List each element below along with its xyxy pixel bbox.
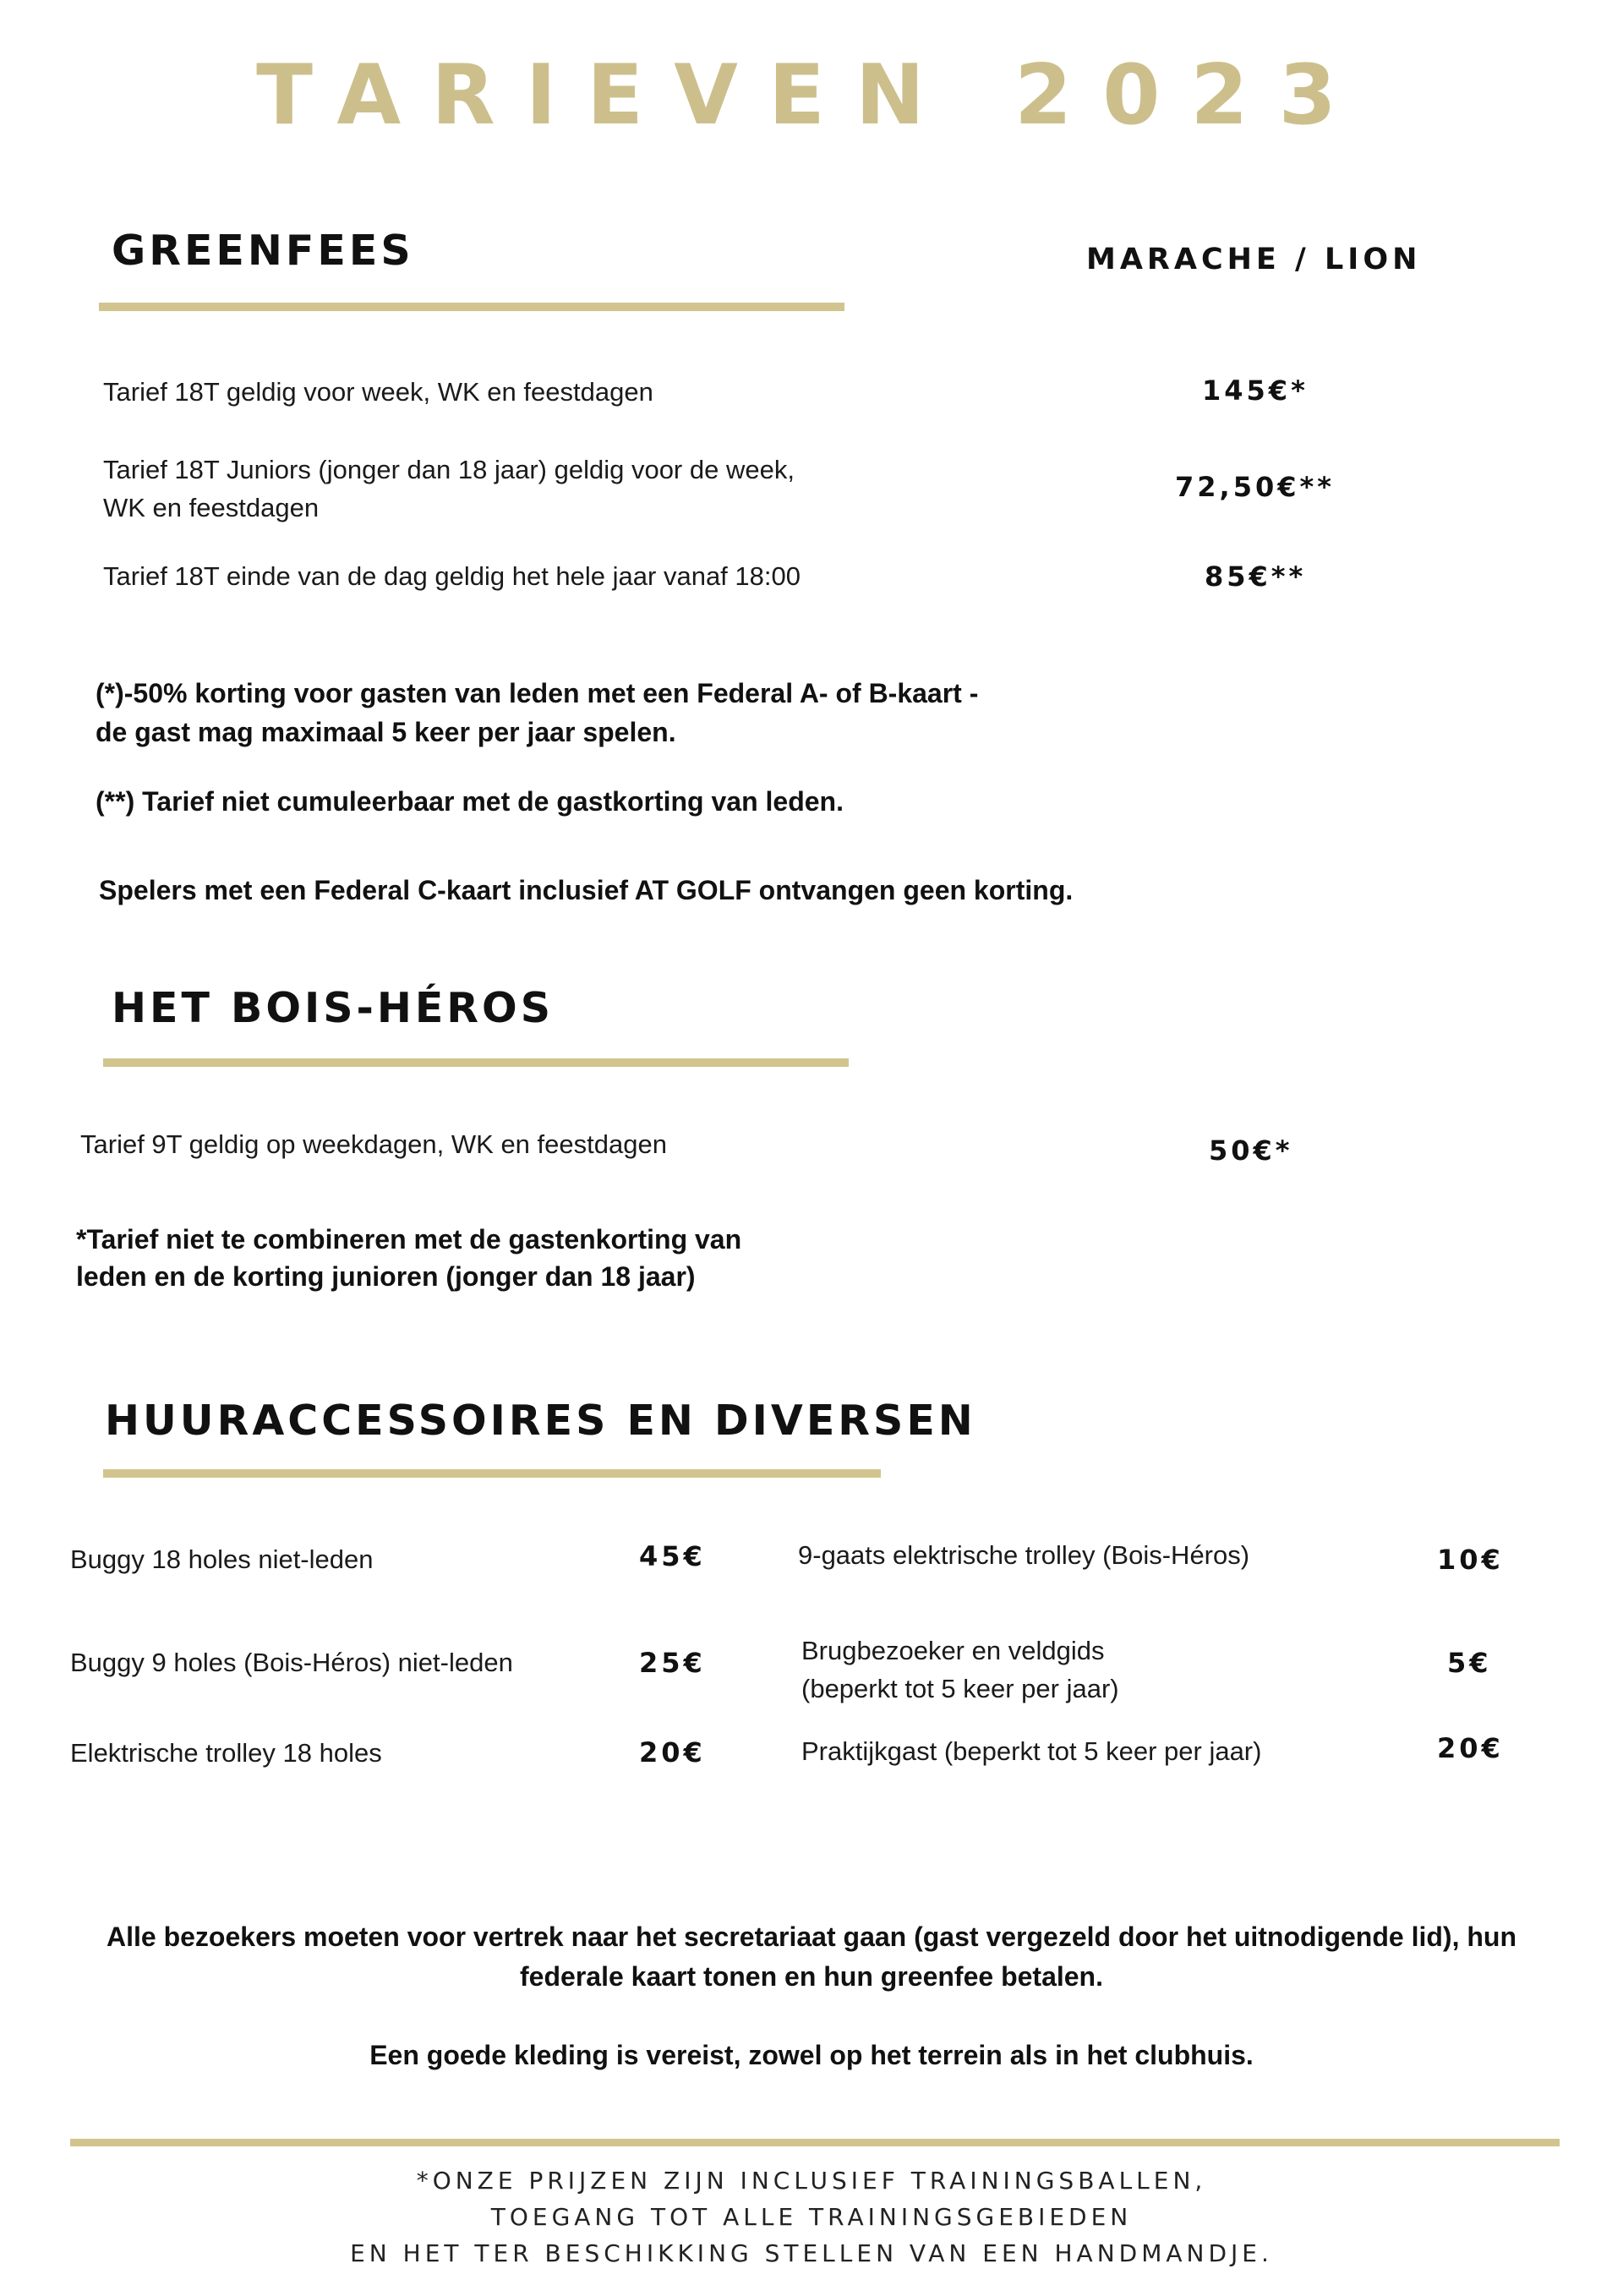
column-label-marache-lion: MARACHE / LION (1086, 243, 1422, 276)
footer-line-3: EN HET TER BESCHIKKING STELLEN VAN EEN HANDMANDJE. (350, 2239, 1273, 2267)
greenfee-row-label: Tarief 18T geldig voor week, WK en feestdagen (103, 377, 653, 407)
accessory-price: 20€ (639, 1736, 706, 1768)
footer-line-1: *ONZE PRIJZEN ZIJN INCLUSIEF TRAININGSBALLEN, (416, 2167, 1207, 2195)
accessory-label: Buggy 18 holes niet-leden (70, 1544, 374, 1574)
greenfee-note-1-line1: (*)-50% korting voor gasten van leden met een Federal A- of B-kaart - (96, 678, 979, 708)
greenfee-note-2: (**) Tarief niet cumuleerbaar met de gastkorting van leden. (96, 786, 844, 817)
accessory-price: 20€ (1437, 1732, 1504, 1764)
bois-heros-heading: HET BOIS-HÉROS (112, 984, 554, 1032)
footer-line-2: TOEGANG TOT ALLE TRAININGSGEBIEDEN (490, 2203, 1133, 2231)
greenfee-note-1-line2: de gast mag maximaal 5 keer per jaar spelen. (96, 717, 676, 747)
accessory-label: Praktijkgast (beperkt tot 5 keer per jaar) (801, 1736, 1262, 1766)
greenfee-row-price: 85€** (1205, 560, 1307, 593)
accessory-price: 10€ (1437, 1544, 1504, 1576)
greenfees-heading: GREENFEES (112, 227, 414, 275)
bois-heros-row-label: Tarief 9T geldig op weekdagen, WK en feestdagen (80, 1129, 667, 1159)
accessory-price: 25€ (639, 1647, 706, 1679)
accessory-label-line2: (beperkt tot 5 keer per jaar) (801, 1674, 1119, 1703)
greenfee-row-price: 145€* (1202, 374, 1309, 407)
accessories-divider (103, 1469, 881, 1478)
closing-line-1: Alle bezoekers moeten voor vertrek naar het secretariaat gaan (gast vergezeld door het uitnodigende lid), hun (107, 1922, 1516, 1952)
accessory-label: Buggy 9 holes (Bois-Héros) niet-leden (70, 1648, 513, 1677)
closing-line-3: Een goede kleding is vereist, zowel op het terrein als in het clubhuis. (369, 2040, 1254, 2070)
accessory-price: 5€ (1447, 1647, 1492, 1679)
closing-line-2: federale kaart tonen en hun greenfee betalen. (520, 1961, 1103, 1992)
accessory-label: Elektrische trolley 18 holes (70, 1738, 382, 1768)
page-title: TARIEVEN 2023 (256, 47, 1367, 144)
accessory-label-line1: Brugbezoeker en veldgids (801, 1636, 1105, 1665)
greenfees-divider (99, 303, 844, 311)
accessory-price: 45€ (639, 1540, 706, 1572)
greenfee-row-label-line2: WK en feestdagen (103, 493, 320, 522)
greenfee-note-3: Spelers met een Federal C-kaart inclusief AT GOLF ontvangen geen korting. (99, 875, 1074, 905)
bois-heros-divider (103, 1058, 849, 1067)
bois-heros-row-price: 50€* (1209, 1134, 1293, 1167)
bois-heros-note-line1: *Tarief niet te combineren met de gastenkorting van (76, 1224, 742, 1255)
footer-divider (70, 2139, 1560, 2146)
greenfee-row-label: Tarief 18T einde van de dag geldig het hele jaar vanaf 18:00 (103, 561, 801, 591)
bois-heros-note-line2: leden en de korting junioren (jonger dan 18 jaar) (76, 1261, 696, 1292)
greenfee-row-label-line1: Tarief 18T Juniors (jonger dan 18 jaar) geldig voor de week, (103, 455, 795, 484)
accessories-heading: HUURACCESSOIRES EN DIVERSEN (105, 1397, 976, 1445)
accessory-label: 9-gaats elektrische trolley (Bois-Héros) (798, 1540, 1250, 1570)
greenfee-row-price: 72,50€** (1175, 471, 1335, 503)
